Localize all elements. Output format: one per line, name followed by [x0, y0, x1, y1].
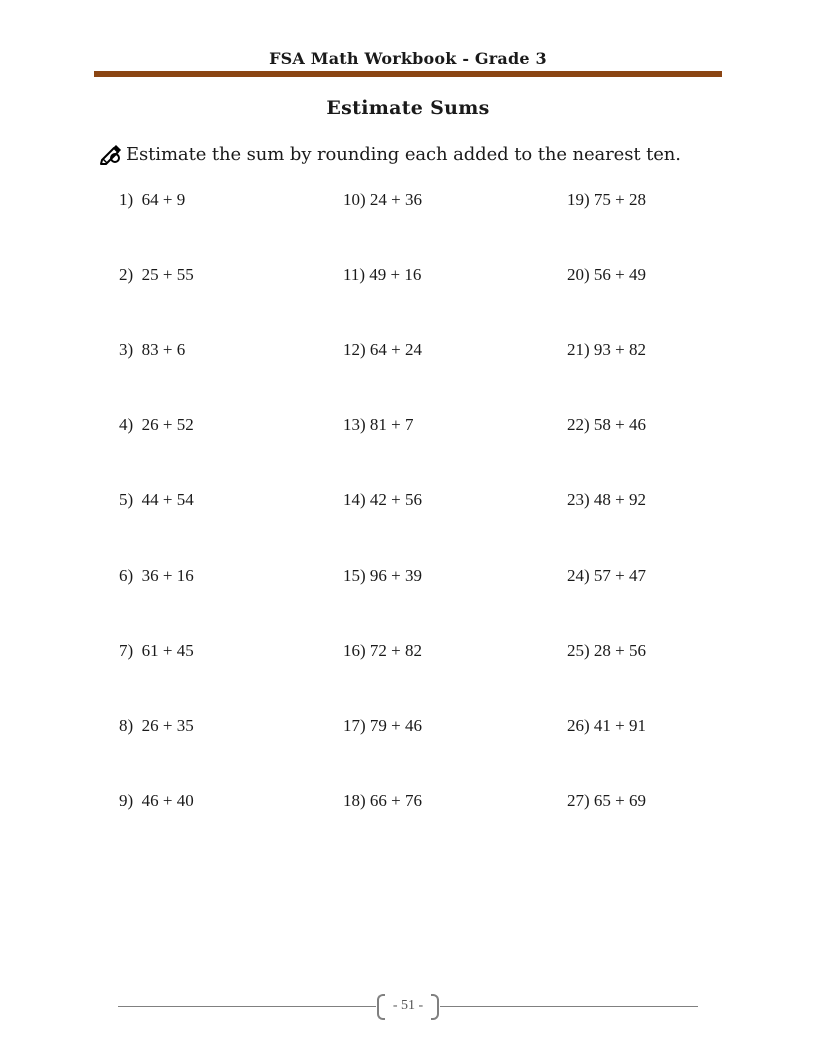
footer-rule-left — [118, 1006, 376, 1007]
problem-item: 19) 75 + 28 — [567, 190, 646, 209]
problem-item: 7) 61 + 45 — [119, 641, 194, 660]
pencil-icon — [100, 143, 124, 165]
section-title: Estimate Sums — [326, 97, 490, 119]
workbook-title: FSA Math Workbook - Grade 3 — [269, 49, 547, 68]
problem-item: 26) 41 + 91 — [567, 716, 646, 735]
instruction — [100, 143, 681, 165]
problem-item: 8) 26 + 35 — [119, 716, 194, 735]
problem-item: 4) 26 + 52 — [119, 415, 194, 434]
problem-item: 13) 81 + 7 — [343, 415, 414, 434]
problem-item: 15) 96 + 39 — [343, 566, 422, 585]
problem-item: 9) 46 + 40 — [119, 791, 194, 810]
problem-item: 11) 49 + 16 — [343, 265, 422, 284]
header-rule — [94, 71, 722, 77]
problem-item: 20) 56 + 49 — [567, 265, 646, 284]
page-number: - 51 - — [392, 998, 424, 1013]
problem-item: 24) 57 + 47 — [567, 566, 646, 585]
problem-item: 1) 64 + 9 — [119, 190, 186, 209]
problem-item: 6) 36 + 16 — [119, 566, 194, 585]
problem-item: 18) 66 + 76 — [343, 791, 422, 810]
footer-rule-right — [440, 1006, 698, 1007]
problem-item: 3) 83 + 6 — [119, 340, 186, 359]
problem-item: 12) 64 + 24 — [343, 340, 422, 359]
problem-item: 16) 72 + 82 — [343, 641, 422, 660]
problem-item: 22) 58 + 46 — [567, 415, 646, 434]
problem-item: 25) 28 + 56 — [567, 641, 646, 660]
problem-item: 5) 44 + 54 — [119, 490, 194, 509]
problem-item: 10) 24 + 36 — [343, 190, 422, 209]
problem-item: 21) 93 + 82 — [567, 340, 646, 359]
instruction-text: Estimate the sum by rounding each added to the nearest ten. — [126, 143, 681, 165]
problem-item: 14) 42 + 56 — [343, 490, 422, 509]
problem-item: 2) 25 + 55 — [119, 265, 194, 284]
problem-item: 27) 65 + 69 — [567, 791, 646, 810]
problem-item: 17) 79 + 46 — [343, 716, 422, 735]
problem-item: 23) 48 + 92 — [567, 490, 646, 509]
